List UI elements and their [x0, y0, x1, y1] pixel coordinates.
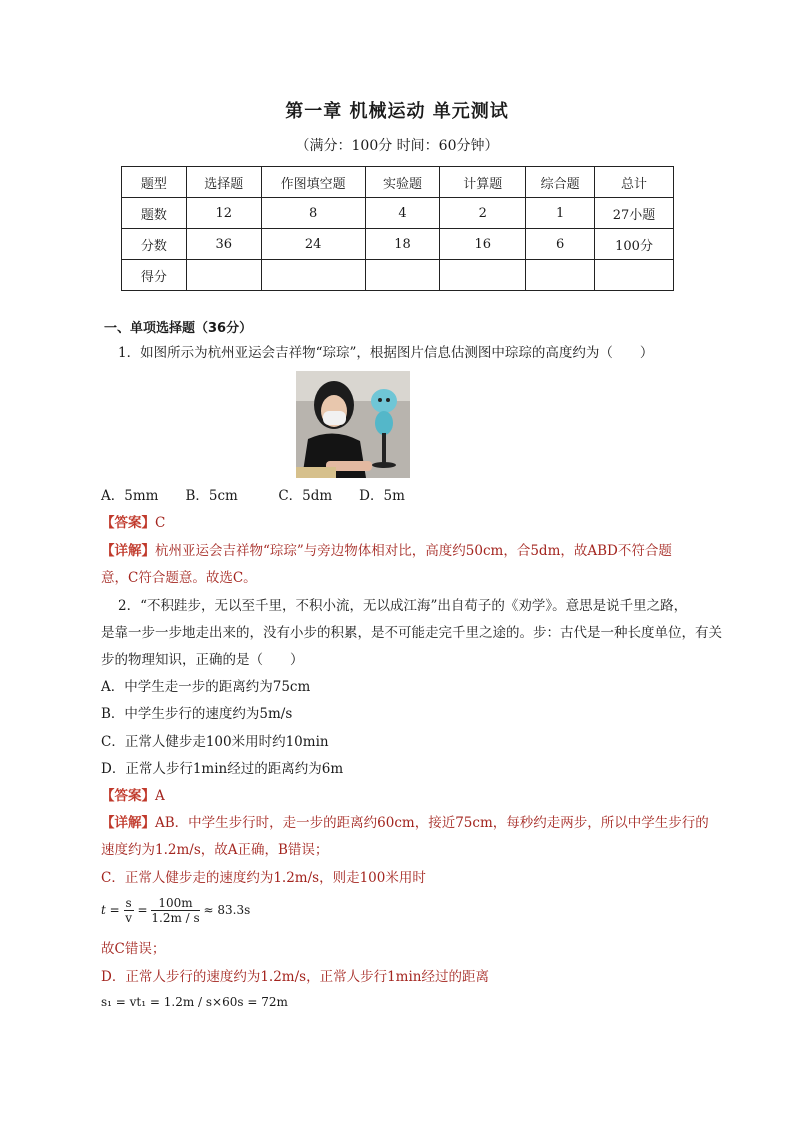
page-title: 第一章 机械运动 单元测试 [285, 101, 509, 122]
score-table-cell: 100分 [595, 229, 674, 260]
score-table-cell: 8 [261, 198, 365, 229]
score-table-row [122, 229, 674, 260]
section-heading: 一、单项选择题（36分） [104, 321, 253, 336]
score-table-row [122, 198, 674, 229]
question-1-detail-line-1 [101, 541, 672, 561]
frac-numerator: s [125, 896, 132, 910]
score-table-row [122, 260, 674, 291]
score-table-cell: 27小题 [595, 198, 674, 229]
question-2-detail-line-4: 故C错误； [101, 941, 166, 957]
question-2-option-b: B．中学生步行的速度约为5m/s [101, 706, 293, 722]
score-table-cell: 12 [186, 198, 261, 229]
question-1-options: A．5mm B．5cm C．5dm D．5m [101, 488, 405, 504]
score-table-cell: 作图填空题 [261, 167, 365, 198]
detail-text: 杭州亚运会吉祥物“琮琮”与旁边物体相对比，高度约50cm，合5dm，故ABD不符合题 [155, 543, 672, 559]
score-table-cell: 实验题 [365, 167, 440, 198]
question-2-detail-line-1 [101, 813, 709, 833]
question-2-detail-line-3: C．正常人健步走的速度约为1.2m/s，则走100米用时 [101, 870, 426, 886]
score-table-cell [440, 260, 526, 291]
detail-tag: 【详解】 [101, 543, 155, 559]
question-1-stem: 1．如图所示为杭州亚运会吉祥物“琮琮”，根据图片信息估测图中琮琮的高度约为（ ） [118, 345, 654, 361]
question-2-stem-line-3: 步的物理知识，正确的是（ ） [101, 652, 304, 668]
frac-denominator: 1.2m / s [151, 911, 200, 925]
frac-denominator: v [125, 911, 132, 925]
score-table-cell: 总计 [595, 167, 674, 198]
score-table [121, 166, 674, 291]
question-1-answer [101, 513, 165, 533]
score-table-cell [261, 260, 365, 291]
score-table-cell: 24 [261, 229, 365, 260]
score-table-cell: 18 [365, 229, 440, 260]
formula-result: ≈ 83.3s [203, 903, 251, 917]
question-2-option-c: C．正常人健步走100米用时约10min [101, 734, 329, 750]
question-2-option-a: A．中学生走一步的距离约为75cm [101, 679, 311, 695]
detail-text: AB．中学生步行时，走一步的距离约60cm，接近75cm，每秒约走两步，所以中学生步行的 [155, 815, 709, 831]
score-table-cell [186, 260, 261, 291]
answer-tag: 【答案】 [101, 515, 155, 531]
score-table-cell: 16 [440, 229, 526, 260]
question-2-detail-line-2: 速度约为1.2m/s，故A正确，B错误； [101, 842, 329, 858]
score-table-cell [365, 260, 440, 291]
score-table-row [122, 167, 674, 198]
question-2-option-d: D．正常人步行1min经过的距离约为6m [101, 761, 344, 777]
answer-value: A [155, 788, 165, 804]
question-2-stem-line-2: 是靠一步一步地走出来的，没有小步的积累，是不可能走完千里之途的。步：古代是一种长度单位，有关 [101, 625, 722, 641]
formula-frac-values [151, 896, 199, 925]
answer-tag: 【答案】 [101, 788, 155, 804]
score-table-cell: 选择题 [186, 167, 261, 198]
frac-numerator: 100m [151, 896, 199, 911]
score-table-cell: 得分 [122, 260, 187, 291]
score-table-cell [595, 260, 674, 291]
score-table-cell: 2 [440, 198, 526, 229]
score-table-cell: 6 [526, 229, 595, 260]
score-table-cell: 4 [365, 198, 440, 229]
score-table-cell [526, 260, 595, 291]
score-table-cell: 题型 [122, 167, 187, 198]
formula-frac-sv [124, 896, 134, 925]
score-table-cell: 1 [526, 198, 595, 229]
question-2-stem-line-1: 2．“不积跬步，无以至千里，不积小流，无以成江海”出自荀子的《劝学》。意思是说千里之路， [118, 598, 688, 614]
score-table-cell: 计算题 [440, 167, 526, 198]
formula-time: t = $\frac{s}{v}$ = $\frac{100m}{1.2m / s}$ ≈ 83.3s [101, 896, 251, 925]
mascot-photo [296, 371, 410, 478]
formula-lhs: t [101, 903, 106, 917]
score-table-cell: 综合题 [526, 167, 595, 198]
question-2-detail-line-5: D．正常人步行的速度约为1.2m/s，正常人步行1min经过的距离 [101, 969, 489, 985]
detail-tag: 【详解】 [101, 815, 155, 831]
formula-distance: s₁ = vt₁ = 1.2m / s×60s = 72m [101, 995, 288, 1009]
question-2-answer [101, 786, 165, 806]
score-table-cell: 分数 [122, 229, 187, 260]
score-table-cell: 题数 [122, 198, 187, 229]
answer-value: C [155, 515, 166, 531]
score-table-cell: 36 [186, 229, 261, 260]
page-subtitle: （满分：100分 时间：60分钟） [295, 138, 499, 154]
question-1-detail-line-2: 意，C符合题意。故选C。 [101, 570, 257, 586]
